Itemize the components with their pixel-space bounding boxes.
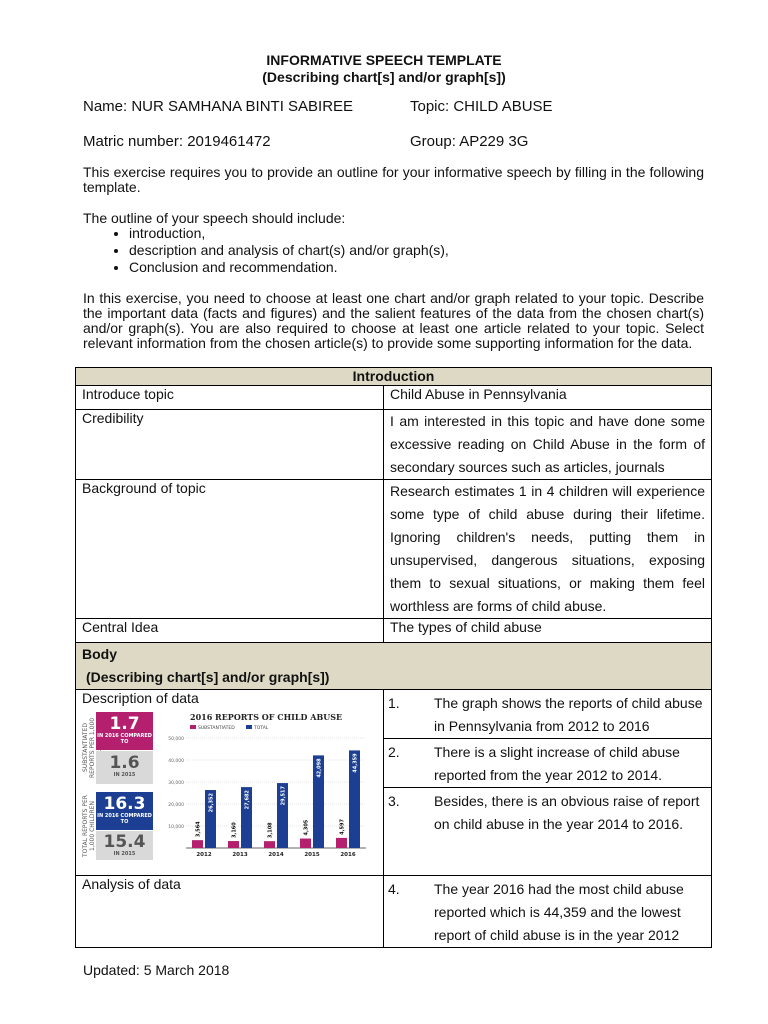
- legend-label-total: TOTAL: [254, 726, 269, 731]
- stat-caption: IN 2016 COMPARED TO: [97, 733, 152, 745]
- description-items-cell: [384, 690, 712, 876]
- analysis-label: Analysis of data: [76, 876, 384, 948]
- instructions-paragraph-1: This exercise requires you to provide an outline for your informative speech by filling in the following template.: [83, 164, 704, 195]
- data-label-total: 42,098: [316, 758, 323, 778]
- row-label: Central Idea: [76, 619, 384, 643]
- updated-date: Updated: 5 March 2018: [83, 962, 230, 978]
- list-item: [384, 690, 711, 739]
- item-number: 3.: [388, 793, 400, 809]
- stat-caption: IN 2015: [113, 772, 136, 778]
- stat-value: 15.4: [103, 832, 146, 852]
- legend-swatch-total: [246, 725, 252, 729]
- row-value: Child Abuse in Pennsylvania: [384, 386, 712, 410]
- list-item: [384, 876, 711, 947]
- introduction-heading-row: [76, 368, 712, 386]
- y-tick-label: 50,000: [168, 737, 184, 742]
- row-value: I am interested in this topic and have done some excessive reading on Child Abuse in the form of secondary sources such as articles, journals: [384, 410, 712, 480]
- stat-caption: IN 2015: [113, 851, 136, 857]
- x-tick-label: 2015: [304, 852, 320, 858]
- data-label-substantiated: 4,597: [339, 819, 346, 835]
- item-text: Besides, there is an obvious raise of report on child abuse in the year 2014 to 2016.: [434, 793, 700, 832]
- table-row: [76, 480, 712, 619]
- stat-caption: IN 2016 COMPARED TO: [97, 813, 152, 825]
- bar-substantiated: [264, 841, 275, 848]
- bar-substantiated: [300, 839, 311, 848]
- data-label-substantiated: 3,564: [195, 821, 202, 838]
- item-text: There is a slight increase of child abuse reported from the year 2012 to 2014.: [434, 744, 680, 783]
- legend-swatch-substantiated: [190, 725, 196, 729]
- table-row: [76, 410, 712, 480]
- y-tick-label: 30,000: [168, 781, 184, 786]
- chart-title: 2016 REPORTS OF CHILD ABUSE: [190, 712, 343, 722]
- outline-bullet: • Conclusion and recommendation.: [129, 259, 449, 276]
- description-list: [384, 690, 711, 836]
- stat-total-2015: [96, 831, 153, 860]
- bar-substantiated: [192, 840, 203, 848]
- body-subtitle: (Describing chart[s] and/or graph[s]): [86, 669, 330, 685]
- stat-total-2016: [96, 792, 153, 830]
- bar-substantiated: [228, 841, 239, 848]
- instructions-paragraph-2: The outline of your speech should include:: [83, 210, 346, 226]
- body-title: Body: [82, 646, 117, 662]
- description-row: [76, 690, 712, 876]
- group-code: Group: AP229 3G: [410, 133, 529, 150]
- row-value: The types of child abuse: [384, 619, 712, 643]
- analysis-list: [384, 876, 711, 947]
- data-label-total: 26,352: [208, 793, 215, 813]
- body-heading: [76, 643, 712, 690]
- analysis-items-cell: [384, 876, 712, 948]
- x-tick-label: 2014: [268, 852, 284, 858]
- item-text: The graph shows the reports of child abuse in Pennsylvania from 2012 to 2016: [434, 695, 703, 734]
- item-number: 2.: [388, 744, 400, 760]
- description-label: Description of data: [82, 690, 199, 706]
- item-number: 1.: [388, 695, 400, 711]
- data-label-total: 27,682: [244, 790, 251, 810]
- substantiated-side-label: SUBSTANTIATED REPORTS PER 1,000: [82, 717, 96, 779]
- x-tick-label: 2012: [196, 852, 212, 858]
- row-value: Research estimates 1 in 4 children will experience some type of child abuse during their lifetime. Ignoring children's needs, putting them in unsupervised, dangerous situations, exposing them to sexual situations, or making them feel worthless are forms of child abuse.: [384, 480, 712, 619]
- speech-template-table: [75, 367, 712, 948]
- child-abuse-infographic: [82, 710, 372, 860]
- stat-value: 16.3: [103, 794, 146, 814]
- introduction-heading: Introduction: [76, 368, 712, 386]
- stat-substantiated-2015: [96, 751, 153, 784]
- row-label: Background of topic: [76, 480, 384, 619]
- y-tick-label: 20,000: [168, 803, 184, 808]
- item-text: The year 2016 had the most child abuse reported which is 44,359 and the lowest report of child abuse is in the year 2012: [434, 881, 684, 943]
- data-label-substantiated: 3,160: [231, 822, 238, 839]
- data-label-substantiated: 4,305: [303, 819, 310, 836]
- reports-bar-chart: [160, 710, 370, 860]
- description-cell: [76, 690, 384, 876]
- list-item: [384, 788, 711, 836]
- x-tick-label: 2016: [340, 852, 356, 858]
- list-item: [384, 739, 711, 788]
- table-row: [76, 386, 712, 410]
- document-subtitle: (Describing chart[s] and/or graph[s]): [262, 69, 506, 85]
- data-label-substantiated: 3,108: [267, 822, 274, 839]
- y-tick-label: 10,000: [168, 825, 184, 830]
- stat-value: 1.6: [109, 753, 140, 773]
- stat-substantiated-2016: [96, 712, 153, 750]
- data-label-total: 29,517: [280, 786, 287, 806]
- total-side-label: TOTAL REPORTS PER 1,000 CHILDREN: [82, 795, 96, 857]
- table-row: [76, 619, 712, 643]
- bar-substantiated: [336, 838, 347, 848]
- outline-bullet-list: [83, 225, 449, 276]
- y-tick-label: 40,000: [168, 759, 184, 764]
- matric-number: Matric number: 2019461472: [83, 133, 271, 150]
- item-number: 4.: [388, 881, 400, 897]
- document-title: INFORMATIVE SPEECH TEMPLATE: [266, 52, 502, 68]
- stat-value: 1.7: [109, 714, 140, 734]
- body-heading-row: [76, 643, 712, 690]
- data-label-total: 44,359: [352, 753, 359, 773]
- outline-bullet: • description and analysis of chart(s) and/or graph(s),: [129, 242, 449, 259]
- instructions-paragraph-3: In this exercise, you need to choose at least one chart and/or graph related to your topic. Describe the important data (facts and figures) and the salient features of the data from the chosen chart(s) and/or graph(s). You are also required to choose at least one article related to your topic. Select relevant information from the chosen article(s) to provide some supporting information for the data.: [83, 290, 704, 351]
- legend-label-substantiated: SUBSTANTIATED: [198, 726, 235, 731]
- student-name: Name: NUR SAMHANA BINTI SABIREE: [83, 98, 354, 115]
- speech-topic: Topic: CHILD ABUSE: [410, 98, 553, 115]
- x-tick-label: 2013: [232, 852, 248, 858]
- row-label: Introduce topic: [76, 386, 384, 410]
- row-label: Credibility: [76, 410, 384, 480]
- outline-bullet: • introduction,: [129, 225, 449, 242]
- analysis-row: [76, 876, 712, 948]
